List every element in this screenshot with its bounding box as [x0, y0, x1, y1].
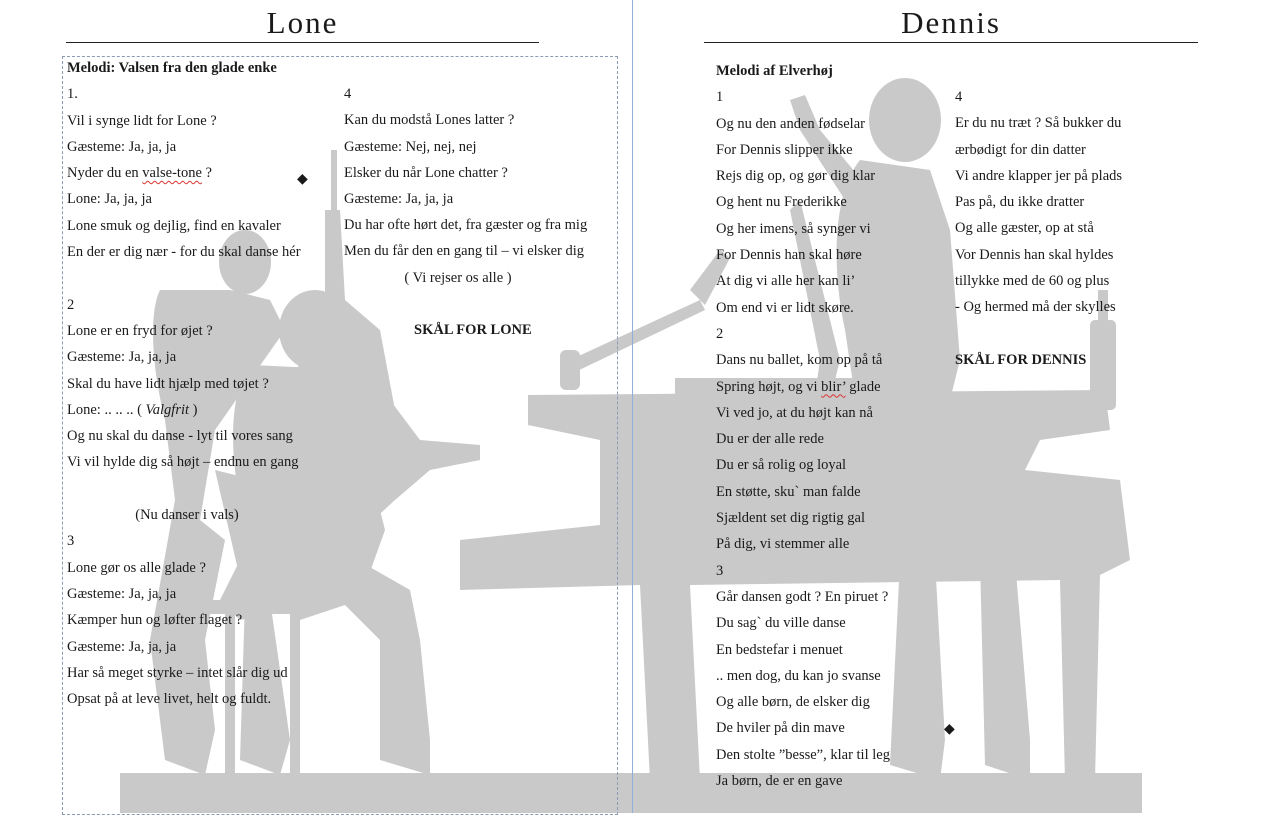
lyric-line: En støtte, sku` man falde [716, 483, 861, 500]
lyric-line: - Og hermed må der skylles [955, 299, 1116, 316]
dennis-column-left [716, 58, 946, 794]
lyric-line: Skal du have lidt hjælp med tøjet ? [67, 375, 269, 392]
lyric-line: Gæsteme: Ja, ja, ja [67, 638, 177, 655]
lyric-line: Lone: Ja, ja, ja [67, 191, 152, 208]
lyric-line: Har så meget styrke – intet slår dig ud [67, 664, 288, 681]
lyric-line: Lone smuk og dejlig, find en kavaler [67, 217, 281, 234]
stage-direction: ( Vi rejser os alle ) [404, 269, 512, 286]
lone-column-right [344, 81, 612, 344]
lone-verse-4 [344, 81, 612, 291]
lyric-line: Ja børn, de er en gave [716, 773, 843, 790]
lyric-line: ærbødigt for din datter [955, 141, 1086, 158]
lyric-line: 2 [67, 296, 75, 313]
lyric-line: Vor Dennis han skal hyldes [955, 246, 1114, 263]
lone-melody: Melodi: Valsen fra den glade enke [67, 60, 277, 76]
blank-line [67, 265, 347, 291]
lyric-line: Rejs dig op, og gør dig klar [716, 168, 876, 185]
lyric-line: 2 [716, 325, 724, 342]
lyric-line: Sjældent set dig rigtig gal [716, 510, 866, 527]
lone-title: Lone [266, 5, 339, 40]
lyric-line: Lone er en fryd for øjet ? [67, 322, 213, 339]
lone-toast: SKÅL FOR LONE [414, 322, 532, 339]
lyric-line: Og alle gæster, op at stå [955, 220, 1094, 237]
lyric-line: Vi vil hylde dig så højt – endnu en gang [67, 454, 299, 471]
lone-title-rule [66, 42, 539, 43]
lyric-line: Opsat på at leve livet, helt og fuldt. [67, 691, 272, 708]
stage-direction: (Nu danser i vals) [135, 507, 239, 524]
lyric-line: Lone gør os alle glade ? [67, 559, 206, 576]
lyric-line: Men du får den en gang til – vi elsker dig [344, 243, 584, 260]
lyric-line: Gæsteme: Ja, ja, ja [67, 349, 177, 366]
dennis-verse-4 [955, 84, 1195, 321]
lyric-line: tillykke med de 60 og plus [955, 273, 1110, 290]
lyric-line: Vi andre klapper jer på plads [955, 167, 1123, 184]
lyric-line: Og alle børn, de elsker dig [716, 694, 870, 711]
lyric-line: Og her imens, så synger vi [716, 220, 871, 237]
lyric-line: Pas på, du ikke dratter [955, 194, 1085, 211]
diamond-bullet-icon: ◆ [944, 722, 955, 737]
lyric-line: For Dennis slipper ikke [716, 141, 853, 158]
lyric-line: Du sag` du ville danse [716, 615, 846, 632]
lone-column-left [67, 55, 347, 712]
lyric-line: Lone: .. .. .. ( Valgfrit ) [67, 401, 198, 418]
lyric-line: De hviler på din mave [716, 720, 845, 737]
lyric-line: Og nu skal du danse - lyt til vores sang [67, 428, 293, 445]
lyric-line: Gæsteme: Nej, nej, nej [344, 138, 477, 155]
lyric-line: På dig, vi stemmer alle [716, 536, 850, 553]
lyric-line: Elsker du når Lone chatter ? [344, 164, 508, 181]
lyric-line: Kæmper hun og løfter flaget ? [67, 612, 243, 629]
lyric-line: Gæsteme: Ja, ja, ja [67, 585, 177, 602]
lyric-line: Den stolte ”besse”, klar til leg [716, 746, 890, 763]
lyric-line: Nyder du en valse-tone ? [67, 165, 212, 182]
dennis-melody: Melodi af Elverhøj [716, 63, 833, 79]
lyric-line: .. men dog, du kan jo svanse [716, 667, 881, 684]
lyric-line: Kan du modstå Lones latter ? [344, 112, 515, 129]
lyric-line: En der er dig nær - for du skal danse hér [67, 244, 301, 261]
lyric-line: Dans nu ballet, kom op på tå [716, 352, 883, 369]
lyric-line: Du har ofte hørt det, fra gæster og fra mig [344, 217, 588, 234]
lyric-line: Du er så rolig og loyal [716, 457, 847, 474]
lyric-line: 4 [344, 86, 352, 102]
lyric-line: 3 [67, 533, 75, 550]
lyric-line: For Dennis han skal høre [716, 247, 862, 264]
lyric-line: 4 [955, 89, 963, 105]
lyric-line: Gæsteme: Ja, ja, ja [344, 191, 454, 208]
blank-line [67, 476, 347, 502]
lyric-line: Om end vi er lidt skøre. [716, 299, 854, 316]
lyric-line: Og hent nu Frederikke [716, 194, 847, 211]
lyric-line: Er du nu træt ? Så bukker du [955, 115, 1122, 132]
dennis-title-rule [704, 42, 1198, 43]
diamond-bullet-icon: ◆ [297, 172, 308, 187]
dennis-column-right [955, 84, 1195, 373]
lyric-line: Går dansen godt ? En piruet ? [716, 588, 889, 605]
dennis-verses-1-3 [716, 84, 946, 794]
lyric-line: Vi ved jo, at du højt kan nå [716, 404, 873, 421]
dennis-title: Dennis [901, 5, 1001, 40]
lyric-line: 1 [716, 89, 724, 106]
lyric-line: Vil i synge lidt for Lone ? [67, 112, 217, 129]
lyric-line: Og nu den anden fødselar [716, 115, 865, 132]
lyric-line: Gæsteme: Ja, ja, ja [67, 138, 177, 155]
page-divider [632, 0, 633, 813]
lyric-line: 3 [716, 562, 724, 579]
lyric-line: Du er der alle rede [716, 431, 824, 448]
lyric-line: Spring højt, og vi blir’ glade [716, 378, 881, 395]
dennis-toast: SKÅL FOR DENNIS [955, 351, 1087, 368]
lyric-line: 1. [67, 86, 78, 103]
lyric-line: En bedstefar i menuet [716, 641, 843, 658]
lyric-line: At dig vi alle her kan li’ [716, 273, 856, 290]
